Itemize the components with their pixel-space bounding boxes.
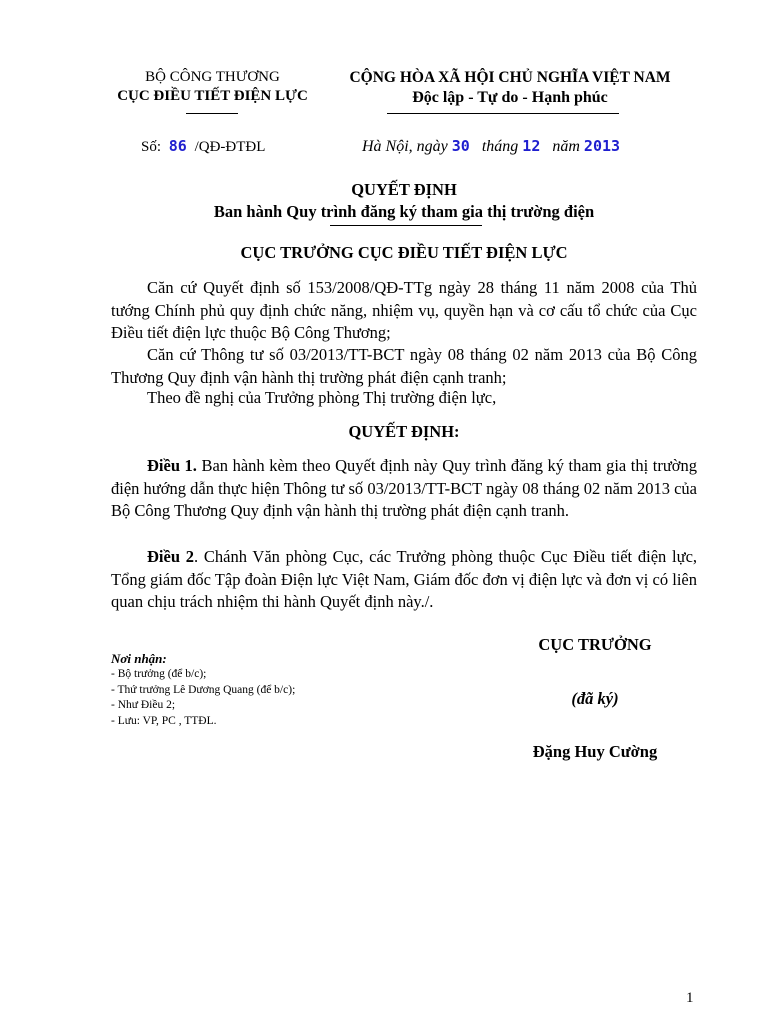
date-year: 2013	[583, 137, 621, 155]
date-month-label: tháng	[481, 138, 519, 155]
number-code: /QĐ-ĐTĐL	[194, 139, 266, 155]
agency-underline	[186, 113, 238, 114]
document-subject: Ban hành Quy trình đăng ký tham gia thị trường điện	[213, 202, 595, 221]
number-label: Số:	[141, 139, 162, 155]
recipient-item: - Lưu: VP, PC , TTĐL.	[111, 714, 217, 727]
subject-underline	[330, 225, 482, 226]
ministry-name: BỘ CÔNG THƯƠNG	[145, 69, 280, 85]
recipient-item: - Như Điều 2;	[111, 699, 176, 711]
date-month: 12	[522, 137, 541, 155]
decision-number	[141, 137, 265, 156]
date-day: 30	[451, 137, 470, 155]
preamble-paragraph	[111, 344, 697, 389]
recipients-title: Nơi nhận:	[111, 651, 167, 666]
recipients-block	[111, 651, 295, 729]
preamble-paragraph	[111, 387, 697, 410]
signature-position: CỤC TRƯỞNG	[538, 635, 652, 654]
article-text: Ban hành kèm theo Quyết định này Quy trình đăng ký tham gia thị trường điện hướng dẫn thực hiện Thông tư số 03/2013/TT-BCT ngày 08 tháng 02 năm 2013 của Bộ Công Thương Quy định vận hành thị trường phát điện cạnh tranh.	[111, 456, 698, 520]
article-label: Điều 1.	[147, 456, 197, 475]
signer-name: Đặng Huy Cường	[532, 742, 658, 761]
republic-name: CỘNG HÒA XÃ HỘI CHỦ NGHĨA VIỆT NAM	[349, 69, 671, 86]
page-number: 1	[686, 990, 694, 1006]
national-motto: Độc lập - Tự do - Hạnh phúc	[412, 89, 608, 106]
article-label: Điều 2	[147, 547, 195, 566]
recipient-item: - Bộ trưởng (để b/c);	[111, 668, 207, 680]
article-2	[111, 546, 697, 614]
issue-date	[362, 137, 620, 156]
preamble-text: Căn cứ Thông tư số 03/2013/TT-BCT ngày 08 tháng 02 năm 2013 của Bộ Công Thương Quy định vận hành thị trường phát điện cạnh tranh;	[111, 345, 697, 387]
date-place-label: Hà Nội, ngày	[362, 138, 448, 155]
preamble-text: Theo đề nghị của Trưởng phòng Thị trường điện lực,	[147, 388, 497, 407]
agency-name: CỤC ĐIỀU TIẾT ĐIỆN LỰC	[117, 88, 308, 104]
number-value: 86	[168, 137, 187, 155]
document-heading: QUYẾT ĐỊNH	[351, 180, 457, 199]
article-text: . Chánh Văn phòng Cục, các Trưởng phòng thuộc Cục Điều tiết điện lực, Tổng giám đốc Tập đoàn Điện lực Việt Nam, Giám đốc đơn vị điện lực và đơn vị có liên quan chịu trách nhiệm thi hành Quyết định này./.	[111, 547, 698, 611]
motto-underline	[387, 113, 619, 114]
date-year-label: năm	[552, 138, 580, 155]
issuing-authority: CỤC TRƯỞNG CỤC ĐIỀU TIẾT ĐIỆN LỰC	[240, 243, 568, 262]
preamble-text: Căn cứ Quyết định số 153/2008/QĐ-TTg ngày 28 tháng 11 năm 2008 của Thủ tướng Chính phủ quy định chức năng, nhiệm vụ, quyền hạn và cơ cấu tổ chức của Cục Điều tiết điện lực thuộc Bộ Công Thương;	[111, 278, 697, 342]
signature-status: (đã ký)	[571, 689, 619, 708]
decides-heading: QUYẾT ĐỊNH:	[348, 422, 460, 441]
article-1	[111, 455, 697, 523]
recipient-item: - Thứ trưởng Lê Dương Quang (để b/c);	[111, 683, 296, 696]
preamble-paragraph	[111, 277, 697, 345]
